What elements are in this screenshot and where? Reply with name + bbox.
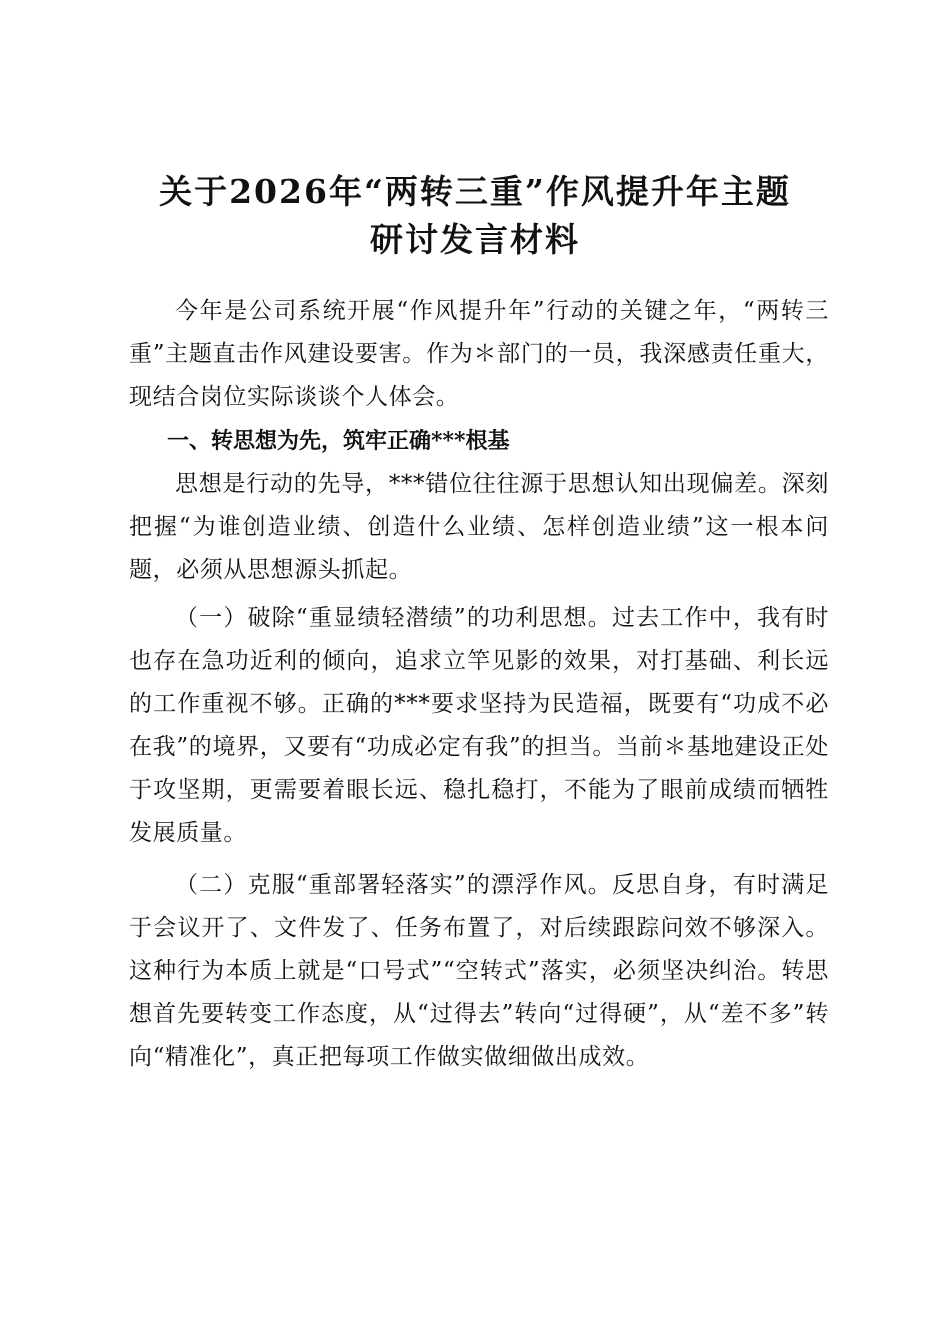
section-1-item-2-block [129,864,829,1079]
intro-paragraph-block [129,290,829,419]
section-1-intro-block [129,463,829,592]
document-title-line-2: 研讨发言材料 [370,220,580,259]
section-1-item-2-paragraph: （二）克服“重部署轻落实”的漂浮作风。反思自身，有时满足于会议开了、文件发了、任务布置了，对后续跟踪问效不够深入。这种行为本质上就是“口号式”“空转式”落实，必须坚决纠治。转思想首先要转变工作态度，从“过得去”转向“过得硬”，从“差不多”转向“精准化”，真正把每项工作做实做细做出成效。 [129,872,829,1070]
section-1-item-1-paragraph: （一）破除“重显绩轻潜绩”的功利思想。过去工作中，我有时也存在急功近利的倾向，追求立竿见影的效果，对打基础、利长远的工作重视不够。正确的***要求坚持为民造福，既要有“功成不必在我”的境界，又要有“功成必定有我”的担当。当前＊基地建设正处于攻坚期，更需要着眼长远、稳扎稳打，不能为了眼前成绩而牺牲发展质量。 [129,605,829,846]
section-1-item-1-block [129,597,829,855]
section-1-intro-paragraph: 思想是行动的先导，***错位往往源于思想认知出现偏差。深刻把握“为谁创造业绩、创造什么业绩、怎样创造业绩”这一根本问题，必须从思想源头抓起。 [129,471,829,583]
section-1-heading: 一、转思想为先，筑牢正确***根基 [167,428,510,454]
document-title-line-1: 关于2026年“两转三重”作风提升年主题 [159,172,791,211]
intro-paragraph: 今年是公司系统开展“作风提升年”行动的关键之年，“两转三重”主题直击作风建设要害。作为＊部门的一员，我深感责任重大，现结合岗位实际谈谈个人体会。 [129,298,829,410]
